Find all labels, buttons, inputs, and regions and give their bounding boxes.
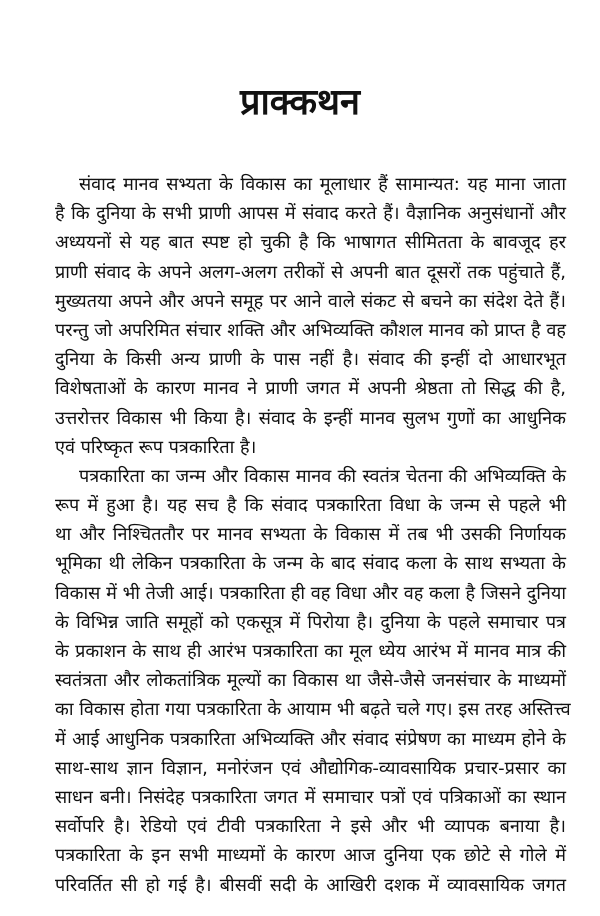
text-line: उत्तरोत्तर विकास भी किया है। संवाद के इन्हीं मानव सुलभ गुणों का आधुनिक bbox=[55, 407, 566, 429]
text-line: परन्तु जो अपरिमित संचार शक्ति और अभिव्यक्ति कौशल मानव को प्राप्त है वह bbox=[55, 319, 566, 341]
text-line: रूप में हुआ है। यह सच है कि संवाद पत्रकारिता विधा के जन्म से पहले भी bbox=[55, 495, 566, 517]
text-line: में आई आधुनिक पत्रकारिता अभिव्यक्ति और संवाद संप्रेषण का माध्यम होने के bbox=[55, 728, 566, 750]
text-line: एवं परिष्कृत रूप पत्रकारिता है। bbox=[55, 436, 257, 458]
text-line: दुनिया के किसी अन्य प्राणी के पास नहीं है। संवाद की इन्हीं दो आधारभूत bbox=[55, 349, 566, 371]
text-line: परिवर्तित सी हो गई है। बीसवीं सदी के आखिरी दशक में व्यावसायिक जगत bbox=[55, 874, 566, 896]
text-line: विशेषताओं के कारण मानव ने प्राणी जगत में अपनी श्रेष्ठता तो सिद्ध की है, bbox=[55, 378, 566, 400]
text-line: साधन बनी। निसंदेह पत्रकारिता जगत में समाचार पत्रों एवं पत्रिकाओं का स्थान bbox=[55, 786, 566, 808]
body-text bbox=[55, 170, 571, 900]
text-line: भूमिका थी लेकिन पत्रकारिता के जन्म के बाद संवाद कला के साथ सभ्यता के bbox=[55, 553, 566, 575]
page-title: प्राक्कथन bbox=[239, 82, 361, 123]
text-line: साथ-साथ ज्ञान विज्ञान, मनोरंजन एवं औद्योगिक-व्यावसायिक प्रचार-प्रसार का bbox=[55, 757, 566, 779]
text-line: संवाद मानव सभ्यता के विकास का मूलाधार हैं सामान्यत: यह माना जाता bbox=[79, 174, 566, 195]
text-line: मुख्यतया अपने और अपने समूह पर आने वाले संकट से बचने का संदेश देते हैं। bbox=[55, 290, 566, 312]
text-line: पत्रकारिता का जन्म और विकास मानव की स्वतंत्र चेतना की अभिव्यक्ति के bbox=[79, 465, 566, 487]
text-line: के प्रकाशन के साथ ही आरंभ पत्रकारिता का मूल ध्येय आरंभ में मानव मात्र की bbox=[55, 641, 566, 662]
text-line: विकास में भी तेजी आई। पत्रकारिता ही वह विधा और वह कला है जिसने दुनिया bbox=[55, 582, 566, 604]
text-line: स्वतंत्रता और लोकतांत्रिक मूल्यों का विकास था जैसे-जैसे जनसंचार के माध्यमों bbox=[55, 670, 566, 692]
text-line: है कि दुनिया के सभी प्राणी आपस में संवाद करते हैं। वैज्ञानिक अनुसंधानों और bbox=[55, 203, 566, 225]
text-line: प्राणी संवाद के अपने अलग-अलग तरीकों से अपनी बात दूसरों तक पहुंचाते हैं, bbox=[55, 261, 566, 283]
text-line: था और निश्चिततौर पर मानव सभ्यता के विकास में तब भी उसकी निर्णायक bbox=[55, 524, 566, 546]
text-line: सर्वोपरि है। रेडियो एवं टीवी पत्रकारिता ने इसे और भी व्यापक बनाया है। bbox=[55, 816, 566, 838]
text-line: अध्ययनों से यह बात स्पष्ट हो चुकी है कि भाषागत सीमितता के बावजूद हर bbox=[55, 232, 566, 254]
text-line: पत्रकारिता के इन सभी माध्यमों के कारण आज दुनिया एक छोटे से गोले में bbox=[55, 845, 566, 867]
text-line: का विकास होता गया पत्रकारिता के आयाम भी बढ़ते चले गए। इस तरह अस्तित्त्व bbox=[55, 699, 571, 721]
text-line: के विभिन्न जाति समूहों को एकसूत्र में पिरोया है। दुनिया के पहले समाचार पत्र bbox=[55, 611, 566, 633]
